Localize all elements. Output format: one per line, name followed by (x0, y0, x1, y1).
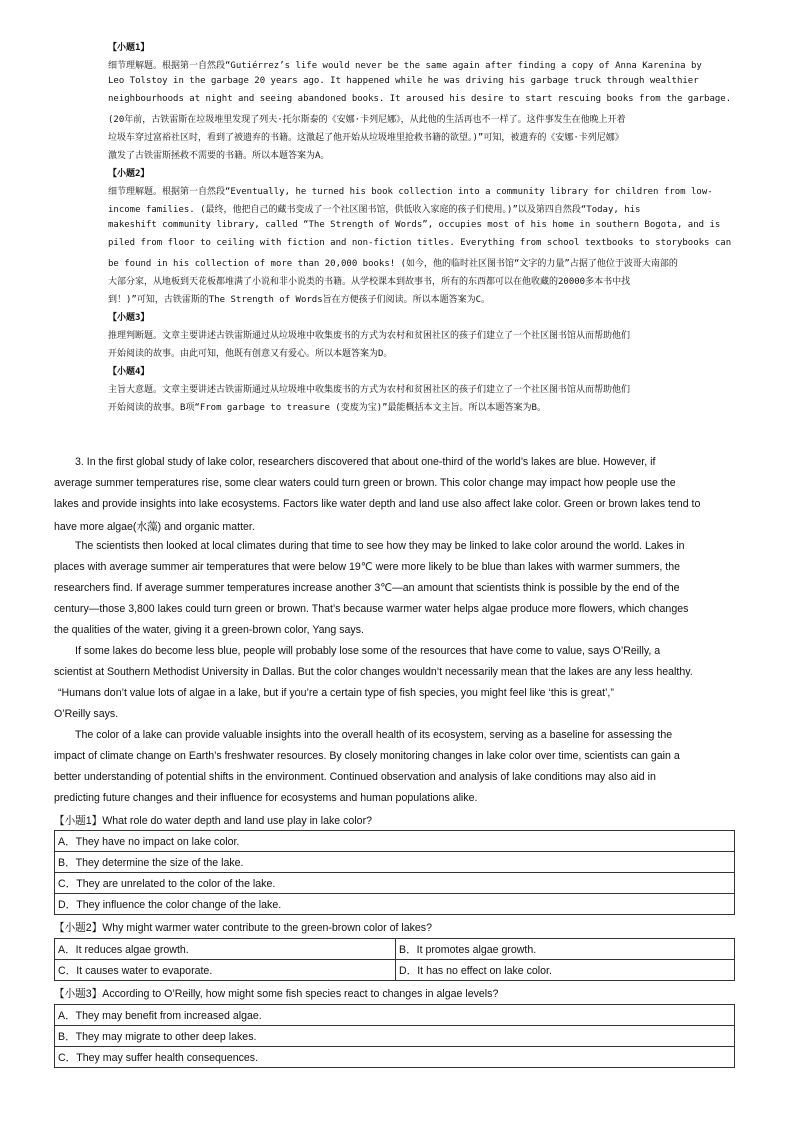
explanation-4-line: 开始阅读的故事。B项“From garbage to treasure (变废为宝)”最能概括本文主旨。所以本题答案为B。 (108, 403, 546, 413)
option-a[interactable]: A．It reduces algae growth. (55, 939, 396, 960)
explanation-3-line: 开始阅读的故事。由此可知，他既有创意又有爱心。所以本题答案为D。 (108, 349, 393, 359)
explanation-2-tag: 【小题2】 (108, 169, 150, 179)
explanation-2-line: 到！)”可知，古铁雷斯的The Strength of Words旨在方便孩子们阅读。所以本题答案为C。 (108, 295, 491, 305)
option-d[interactable]: D．It has no effect on lake color. (396, 960, 735, 981)
explanation-1-line: 细节理解题。根据第一自然段“Gutiérrez’s life would never be the same again after finding a copy of Anna Karenina by (108, 61, 702, 71)
option-b[interactable]: B．They determine the size of the lake. (55, 852, 735, 873)
option-b[interactable]: B．They may migrate to other deep lakes. (55, 1026, 735, 1047)
passage-line: impact of climate change on Earth’s freshwater resources. By closely monitoring changes in lake color over time, scientists can gain a (54, 750, 680, 762)
explanation-2-line: be found in his collection of more than 20,000 books! (如今，他的临时社区图书馆“文字的力量”占据了他位于波哥大南部的 (108, 259, 678, 269)
passage-line: lakes and provide insights into lake ecosystems. Factors like water depth and land use also affect lake color. Green or brown lakes tend to (54, 498, 701, 510)
explanation-4-tag: 【小题4】 (108, 367, 150, 377)
passage-line: have more algae(水藻) and organic matter. (54, 521, 255, 533)
question-2-stem: 【小题2】Why might warmer water contribute to the green-brown color of lakes? (54, 922, 432, 934)
option-c[interactable]: C．It causes water to evaporate. (55, 960, 396, 981)
passage-line: 3. In the first global study of lake color, researchers discovered that about one-third of the world’s lakes are blue. However, if (75, 456, 656, 468)
explanation-2-line: income families. (最终，他把自己的藏书变成了一个社区图书馆，供低收入家庭的孩子们使用。)”以及第四自然段“Today, his (108, 205, 641, 215)
explanation-2-line: 大部分家，从地板到天花板都堆满了小说和非小说类的书籍。从学校课本到故事书，所有的东西都可以在他收藏的20000多本书中找 (108, 277, 631, 287)
question-1-stem: 【小题1】What role do water depth and land use play in lake color? (54, 815, 372, 827)
passage-line: If some lakes do become less blue, people will probably lose some of the resources that have come to value, says O’Reilly, a (75, 645, 661, 657)
question-1-options (54, 830, 735, 915)
question-3-stem: 【小题3】According to O’Reilly, how might some fish species react to changes in algae levels? (54, 988, 499, 1000)
explanation-2-line: makeshift community library, called “The Strength of Words”, occupies most of his home in southern Bogota, and is (108, 220, 721, 230)
option-c[interactable]: C．They may suffer health consequences. (55, 1047, 735, 1068)
passage-line: century—those 3,800 lakes could turn green or brown. That’s because warmer water helps algae produce more flowers, which changes (54, 603, 689, 615)
explanation-1-line: 激发了古铁雷斯拯救不需要的书籍。所以本题答案为A。 (108, 151, 330, 161)
explanation-3-tag: 【小题3】 (108, 313, 150, 323)
explanation-1-line: neighbourhoods at night and seeing abandoned books. It aroused his desire to start rescuing books from the garbage. (108, 94, 732, 104)
option-a[interactable]: A．They may benefit from increased algae. (55, 1005, 735, 1026)
passage-line: average summer temperatures rise, some clear waters could turn green or brown. This color change may impact how people use the (54, 477, 676, 489)
passage-line: predicting future changes and their influence for ecosystems and human populations alike. (54, 792, 478, 804)
option-a[interactable]: A．They have no impact on lake color. (55, 831, 735, 852)
passage-line: O’Reilly says. (54, 708, 119, 720)
passage-line: the qualities of the water, giving it a green-brown color, Yang says. (54, 624, 364, 636)
explanation-1-tag: 【小题1】 (108, 43, 150, 53)
option-d[interactable]: D．They influence the color change of the lake. (55, 894, 735, 915)
passage-line: better understanding of potential shifts in the environment. Continued observation and analysis of lake conditions may also aid in (54, 771, 656, 783)
option-c[interactable]: C．They are unrelated to the color of the lake. (55, 873, 735, 894)
question-2-options (54, 938, 735, 981)
passage-line: places with average summer air temperatures that were below 19℃ were more likely to be blue than lakes with warmer summers, the (54, 561, 681, 573)
explanation-1-line: (20年前，古铁雷斯在垃圾堆里发现了列夫·托尔斯泰的《安娜·卡列尼娜》，从此他的生活再也不一样了。这件事发生在他晚上开着 (108, 115, 626, 125)
passage-line: The color of a lake can provide valuable insights into the overall health of its ecosystem, serving as a baseline for assessing the (75, 729, 673, 741)
option-b[interactable]: B．It promotes algae growth. (396, 939, 735, 960)
explanation-4-line: 主旨大意题。文章主要讲述古铁雷斯通过从垃圾堆中收集废书的方式为农村和贫困社区的孩子们建立了一个社区图书馆从而帮助他们 (108, 385, 631, 395)
explanation-2-line: 细节理解题。根据第一自然段“Eventually, he turned his book collection into a community library for children from low- (108, 187, 713, 197)
question-3-options (54, 1004, 735, 1068)
explanation-1-line: Leo Tolstoy in the garbage 20 years ago. It happened while he was driving his garbage truck through wealthier (108, 76, 699, 86)
passage-line: “Humans don’t value lots of algae in a lake, but if you’re a certain type of fish species, you might feel like ‘this is great’,” (58, 687, 614, 699)
passage-line: scientist at Southern Methodist University in Dallas. But the color changes wouldn’t necessarily mean that the lakes are any less healthy. (54, 666, 693, 678)
explanation-1-line: 垃圾车穿过富裕社区时，看到了被遗弃的书籍。这激起了他开始从垃圾堆里抢救书籍的欲望。)”可知，被遗弃的《安娜·卡列尼娜》 (108, 133, 624, 143)
explanation-3-line: 推理判断题。文章主要讲述古铁雷斯通过从垃圾堆中收集废书的方式为农村和贫困社区的孩子们建立了一个社区图书馆从而帮助他们 (108, 331, 631, 341)
explanation-2-line: piled from floor to ceiling with fiction and non-fiction titles. Everything from school textbooks to storybooks can (108, 238, 732, 248)
passage-line: The scientists then looked at local climates during that time to see how they may be linked to lake color around the world. Lakes in (75, 540, 685, 552)
passage-line: researchers find. If average summer temperatures increase another 3℃—an amount that scientists think is possible by the end of the (54, 582, 680, 594)
